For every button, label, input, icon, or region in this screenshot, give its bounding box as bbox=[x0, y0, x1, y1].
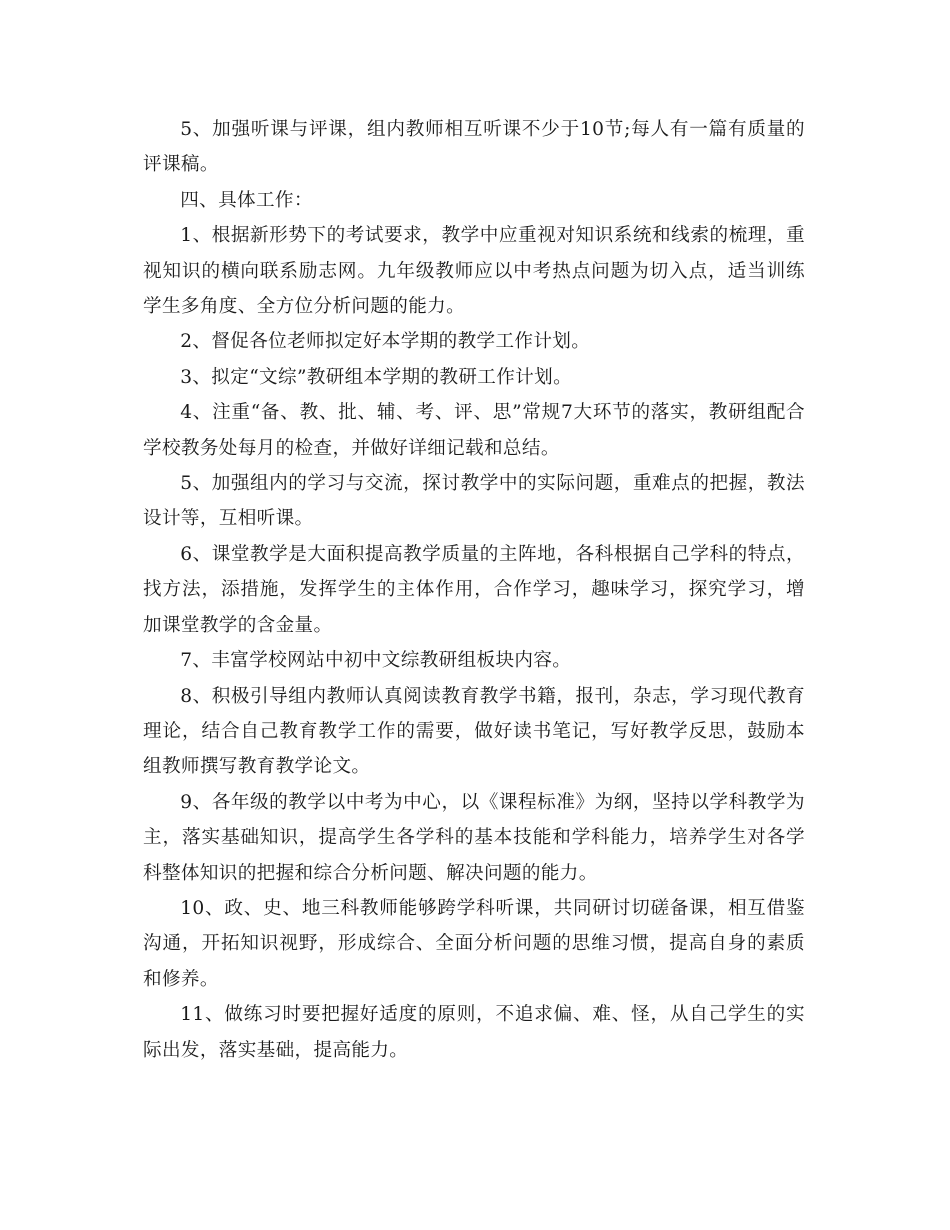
paragraph-item-8: 8、积极引导组内教师认真阅读教育教学书籍，报刊，杂志，学习现代教育理论，结合自己教育教学工作的需要，做好读书笔记，写好教学反思，鼓励本组教师撰写教育教学论文。 bbox=[143, 685, 805, 778]
paragraph-listening-evaluation: 5、加强听课与评课，组内教师相互听课不少于10节;每人有一篇有质量的评课稿。 bbox=[143, 119, 805, 176]
paragraph-item-10: 10、政、史、地三科教师能够跨学科听课，共同研讨切磋备课，相互借鉴沟通，开拓知识视野，形成综合、全面分析问题的思维习惯，提高自身的素质和修养。 bbox=[143, 897, 805, 990]
section-heading-specific-work: 四、具体工作： bbox=[180, 189, 313, 211]
paragraph-item-11: 11、做练习时要把握好适度的原则，不追求偏、难、怪，从自己学生的实际出发，落实基础，提高能力。 bbox=[143, 1004, 805, 1061]
paragraph-item-9: 9、各年级的教学以中考为中心，以《课程标准》为纲，坚持以学科教学为主，落实基础知识，提高学生各学科的基本技能和学科能力，培养学生对各学科整体知识的把握和综合分析问题、解决问题的能力。 bbox=[143, 791, 805, 884]
paragraph-item-6: 6、课堂教学是大面积提高教学质量的主阵地，各科根据自己学科的特点，找方法，添措施，发挥学生的主体作用，合作学习，趣味学习，探究学习，增加课堂教学的含金量。 bbox=[143, 543, 805, 636]
paragraph-item-5: 5、加强组内的学习与交流，探讨教学中的实际问题，重难点的把握，教法设计等，互相听课。 bbox=[143, 473, 805, 530]
paragraph-item-2: 2、督促各位老师拟定好本学期的教学工作计划。 bbox=[180, 331, 591, 353]
paragraph-item-7: 7、丰富学校网站中初中文综教研组板块内容。 bbox=[180, 650, 572, 672]
paragraph-item-4: 4、注重“备、教、批、辅、考、评、思”常规7大环节的落实，教研组配合学校教务处每月的检查，并做好详细记载和总结。 bbox=[143, 402, 805, 459]
paragraph-item-3: 3、拟定“文综”教研组本学期的教研工作计划。 bbox=[180, 366, 573, 388]
paragraph-item-1: 1、根据新形势下的考试要求，教学中应重视对知识系统和线索的梳理，重视知识的横向联系励志网。九年级教师应以中考热点问题为切入点，适当训练学生多角度、全方位分析问题的能力。 bbox=[143, 225, 805, 318]
document-body bbox=[143, 112, 805, 1068]
